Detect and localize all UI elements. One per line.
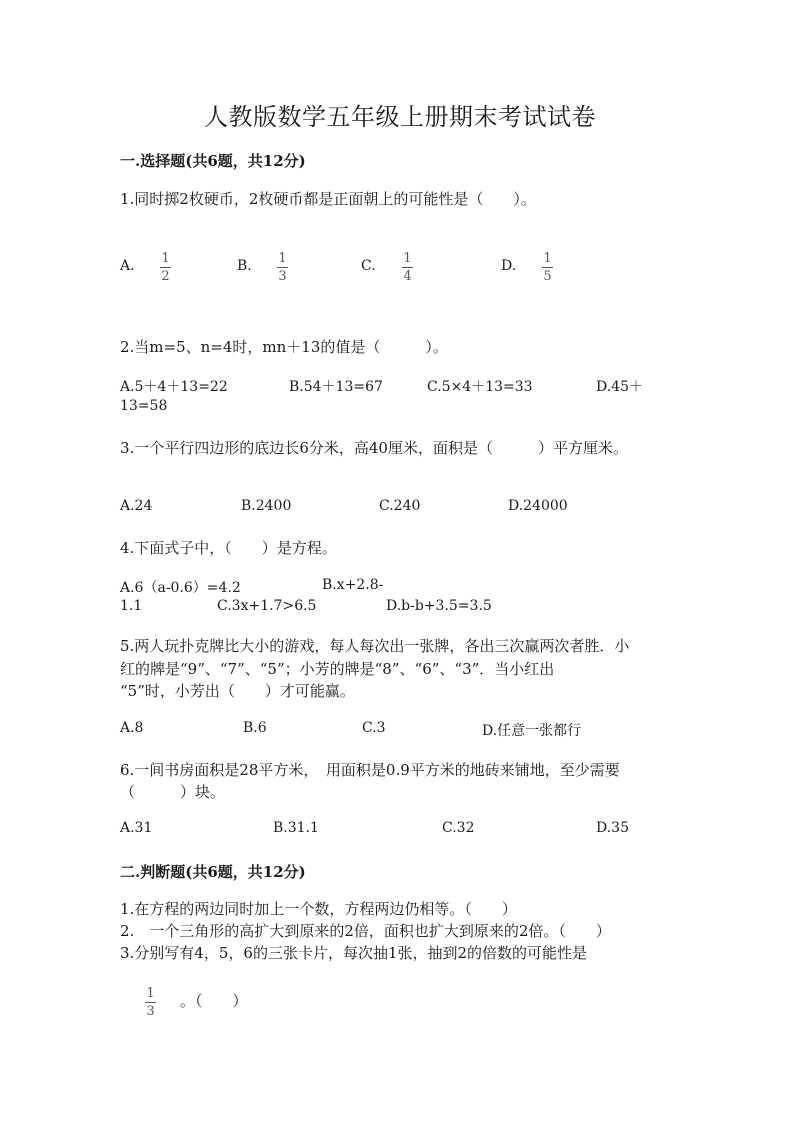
q3-option-a: A.24 xyxy=(120,498,153,514)
fraction-denominator: 2 xyxy=(161,269,170,284)
question-2-text: 2.当m=5、n=4时，mn＋13的值是（ ）。 xyxy=(120,338,448,356)
question-6-line-2: （ ）块。 xyxy=(120,783,226,801)
q2-option-b: B.54＋13=67 xyxy=(289,379,383,395)
judgement-3-text: 3.分别写有4，5，6的三张卡片，每次抽1张，抽到2的倍数的可能性是 xyxy=(120,944,588,962)
question-5-line-2: 红的牌是“9”、“7”、“5”；小芳的牌是“8”、“6”、“3”．当小红出 xyxy=(120,660,555,678)
question-5-line-3: “5”时，小芳出（ ）才可能赢。 xyxy=(120,682,355,700)
q4-option-d: D.b-b+3.5=3.5 xyxy=(386,598,492,614)
judgement-1-text: 1.在方程的两边同时加上一个数，方程两边仍相等。（ ） xyxy=(120,900,517,918)
q6-option-c: C.32 xyxy=(442,820,475,836)
fraction-denominator: 5 xyxy=(543,269,552,284)
section-heading-judgement: 二.判断题(共6题，共12分) xyxy=(120,863,306,881)
fraction-denominator: 3 xyxy=(146,1004,155,1019)
section-heading-choice: 一.选择题(共6题，共12分) xyxy=(120,152,306,170)
q6-option-b: B.31.1 xyxy=(273,820,319,836)
fraction-denominator: 4 xyxy=(403,269,412,284)
question-5-line-1: 5.两人玩扑克牌比大小的游戏，每人每次出一张牌，各出三次赢两次者胜．小 xyxy=(120,637,630,655)
question-4-text: 4.下面式子中，（ ）是方程。 xyxy=(120,539,337,557)
q5-option-d: D.任意一张都行 xyxy=(482,723,582,739)
fraction-numerator: 1 xyxy=(161,251,170,266)
q2-option-a: A.5＋4＋13=22 xyxy=(120,379,228,395)
fraction-numerator: 1 xyxy=(403,251,412,266)
q4-option-b-wrap: 1.1 xyxy=(120,598,143,614)
q1-option-a-label: A. xyxy=(120,258,135,274)
fraction-numerator: 1 xyxy=(278,251,287,266)
fraction-numerator: 1 xyxy=(543,251,552,266)
q4-option-c: C.3x+1.7>6.5 xyxy=(217,598,317,614)
q5-option-b: B.6 xyxy=(243,720,267,736)
q1-option-d-label: D. xyxy=(501,258,517,274)
q3-option-c: C.240 xyxy=(379,498,421,514)
judgement-2-text: 2. 一个三角形的高扩大到原来的2倍，面积也扩大到原来的2倍。（ ） xyxy=(120,922,611,940)
q1-option-c-fraction xyxy=(402,252,413,284)
q2-option-d-wrap: 13=58 xyxy=(120,398,168,414)
q5-option-a: A.8 xyxy=(120,720,144,736)
q1-option-b-label: B. xyxy=(237,258,252,274)
q1-option-a-fraction xyxy=(160,252,171,284)
question-6-line-1: 6.一间书房面积是28平方米， 用面积是0.9平方米的地砖来铺地，至少需要 xyxy=(120,761,620,779)
q1-option-b-fraction xyxy=(277,252,288,284)
judgement-3-tail: 。（ ） xyxy=(180,992,248,1010)
judgement-3-fraction xyxy=(145,987,156,1019)
page-title: 人教版数学五年级上册期末考试试卷 xyxy=(204,103,596,131)
q6-option-d: D.35 xyxy=(596,820,629,836)
q5-option-c: C.3 xyxy=(362,720,386,736)
q4-option-a: A.6（a-0.6）=4.2 xyxy=(120,580,241,596)
q1-option-c-label: C. xyxy=(361,258,376,274)
q6-option-a: A.31 xyxy=(120,820,153,836)
q4-option-b: B.x+2.8- xyxy=(322,577,384,593)
q2-option-d: D.45＋ xyxy=(596,379,643,395)
fraction-numerator: 1 xyxy=(146,986,155,1001)
question-3-text: 3.一个平行四边形的底边长6分米，高40厘米，面积是（ ）平方厘米。 xyxy=(120,439,628,457)
fraction-denominator: 3 xyxy=(278,269,287,284)
q3-option-d: D.24000 xyxy=(508,498,568,514)
q3-option-b: B.2400 xyxy=(241,498,292,514)
q1-option-d-fraction xyxy=(542,252,553,284)
question-1-text: 1.同时掷2枚硬币，2枚硬币都是正面朝上的可能性是（ ）。 xyxy=(120,190,536,208)
q2-option-c: C.5×4＋13=33 xyxy=(427,379,533,395)
